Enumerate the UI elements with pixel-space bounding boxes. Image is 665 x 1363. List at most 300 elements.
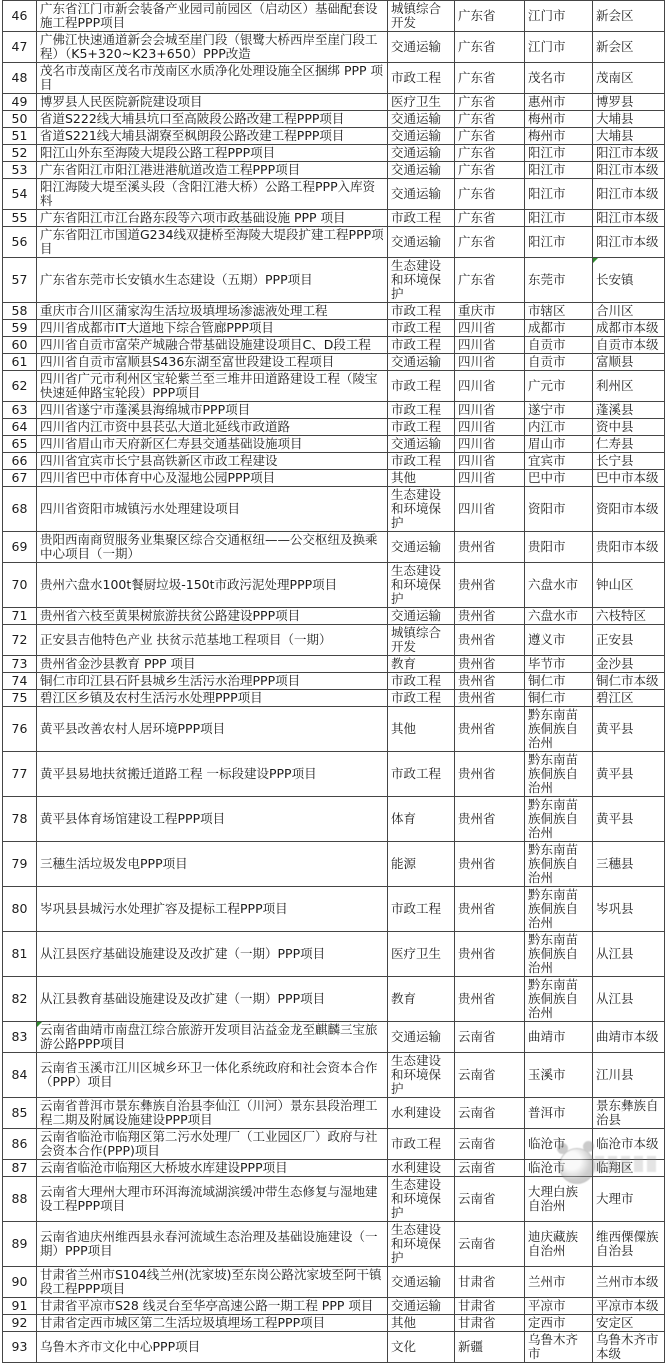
ppp-project-table — [2, 0, 665, 1363]
district-cell: 兰州市本级 — [593, 1267, 665, 1298]
name-cell: 从江县医疗基础设施建设及改扩建（一期）PPP项目 — [37, 932, 388, 977]
name-cell: 四川省巴中市体育中心及湿地公园PPP项目 — [37, 470, 388, 487]
province-cell: 贵州省 — [455, 752, 525, 797]
category-cell: 其他 — [388, 707, 455, 752]
province-cell: 云南省 — [455, 1129, 525, 1160]
district-cell: 安定区 — [593, 1315, 665, 1332]
province-cell: 广东省 — [455, 111, 525, 128]
province-cell: 贵州省 — [455, 532, 525, 563]
category-cell: 市政工程 — [388, 1129, 455, 1160]
project-table-body — [3, 1, 665, 1363]
district-cell: 大埔县 — [593, 128, 665, 145]
name-cell: 四川省遂宁市蓬溪县海绵城市PPP项目 — [37, 402, 388, 419]
no-cell: 70 — [3, 563, 37, 608]
no-cell: 78 — [3, 797, 37, 842]
no-cell: 65 — [3, 436, 37, 453]
no-cell: 60 — [3, 337, 37, 354]
no-cell: 76 — [3, 707, 37, 752]
no-cell: 48 — [3, 63, 37, 94]
district-cell: 长安镇 — [593, 258, 665, 303]
city-cell: 黔东南苗族侗族自治州 — [525, 932, 593, 977]
name-cell: 云南省曲靖市南盘江综合旅游开发项目沾益金龙至麒麟三宝旅游公路PPP项目 — [37, 1022, 388, 1053]
table-row — [3, 94, 665, 111]
no-cell: 53 — [3, 162, 37, 179]
no-cell: 62 — [3, 371, 37, 402]
name-cell: 甘肃省定西市城区第二生活垃圾填埋场工程PPP项目 — [37, 1315, 388, 1332]
district-cell: 六枝特区 — [593, 608, 665, 625]
name-cell: 贵州省六枝至黄果树旅游扶贫公路建设PPP项目 — [37, 608, 388, 625]
category-cell: 交通运输 — [388, 128, 455, 145]
city-cell: 遵义市 — [525, 625, 593, 656]
table-row — [3, 797, 665, 842]
table-row — [3, 487, 665, 532]
table-row — [3, 470, 665, 487]
city-cell: 毕节市 — [525, 656, 593, 673]
no-cell: 86 — [3, 1129, 37, 1160]
district-cell: 资阳市本级 — [593, 487, 665, 532]
category-cell: 城镇综合开发 — [388, 625, 455, 656]
province-cell: 贵州省 — [455, 690, 525, 707]
table-row — [3, 128, 665, 145]
table-row — [3, 402, 665, 419]
city-cell: 阳江市 — [525, 145, 593, 162]
city-cell: 黔东南苗族侗族自治州 — [525, 977, 593, 1022]
no-cell: 85 — [3, 1098, 37, 1129]
city-cell: 普洱市 — [525, 1098, 593, 1129]
province-cell: 四川省 — [455, 436, 525, 453]
city-cell: 巴中市 — [525, 470, 593, 487]
city-cell: 自贡市 — [525, 354, 593, 371]
city-cell: 铜仁市 — [525, 673, 593, 690]
no-cell: 64 — [3, 419, 37, 436]
name-cell: 广东省东莞市长安镇水生态建设（五期）PPP项目 — [37, 258, 388, 303]
district-cell: 合川区 — [593, 303, 665, 320]
name-cell: 铜仁市印江县石阡县城乡生活污水治理PPP项目 — [37, 673, 388, 690]
category-cell: 交通运输 — [388, 32, 455, 63]
city-cell: 资阳市 — [525, 487, 593, 532]
table-row — [3, 111, 665, 128]
name-cell: 云南省迪庆州维西县永春河流域生态治理及基础设施建设（一期）PPP项目 — [37, 1222, 388, 1267]
category-cell: 交通运输 — [388, 608, 455, 625]
city-cell: 梅州市 — [525, 128, 593, 145]
province-cell: 广东省 — [455, 179, 525, 210]
name-cell: 甘肃省兰州市S104线兰州(沈家坡)至东岗公路沈家坡至阿干镇段工程PPP项目 — [37, 1267, 388, 1298]
district-cell: 巴中市本级 — [593, 470, 665, 487]
district-cell: 从江县 — [593, 977, 665, 1022]
category-cell: 市政工程 — [388, 210, 455, 227]
category-cell: 医疗卫生 — [388, 94, 455, 111]
name-cell: 四川省自贡市富顺县S436东湖至富世段建设工程项目 — [37, 354, 388, 371]
city-cell: 定西市 — [525, 1315, 593, 1332]
name-cell: 碧江区乡镇及农村生活污水处理PPP项目 — [37, 690, 388, 707]
district-cell: 资中县 — [593, 419, 665, 436]
city-cell: 黔东南苗族侗族自治州 — [525, 842, 593, 887]
no-cell: 56 — [3, 227, 37, 258]
category-cell: 市政工程 — [388, 303, 455, 320]
name-cell: 云南省大理州大理市环洱海流域湖滨缓冲带生态修复与湿地建设工程PPP项目 — [37, 1177, 388, 1222]
city-cell: 市辖区 — [525, 303, 593, 320]
district-cell: 茂南区 — [593, 63, 665, 94]
category-cell: 交通运输 — [388, 354, 455, 371]
no-cell: 83 — [3, 1022, 37, 1053]
table-row — [3, 932, 665, 977]
table-row — [3, 1, 665, 32]
district-cell: 从江县 — [593, 932, 665, 977]
name-cell: 贵阳西南商贸服务业集聚区综合交通枢纽——公交枢纽及换乘中心项目（一期） — [37, 532, 388, 563]
no-cell: 89 — [3, 1222, 37, 1267]
city-cell: 铜仁市 — [525, 690, 593, 707]
province-cell: 四川省 — [455, 487, 525, 532]
category-cell: 水利建设 — [388, 1160, 455, 1177]
district-cell: 阳江市本级 — [593, 162, 665, 179]
table-row — [3, 337, 665, 354]
category-cell: 其他 — [388, 1315, 455, 1332]
name-cell: 从江县教育基础设施建设及改扩建（一期）PPP项目 — [37, 977, 388, 1022]
name-cell: 四川省自贡市富荣产城融合带基础设施建设项目C、D段工程 — [37, 337, 388, 354]
table-row — [3, 227, 665, 258]
table-row — [3, 1129, 665, 1160]
district-cell: 阳江市本级 — [593, 227, 665, 258]
no-cell: 57 — [3, 258, 37, 303]
name-cell: 重庆市合川区蒲家沟生活垃圾填埋场渗滤液处理工程 — [37, 303, 388, 320]
province-cell: 贵州省 — [455, 707, 525, 752]
province-cell: 贵州省 — [455, 656, 525, 673]
category-cell: 市政工程 — [388, 337, 455, 354]
no-cell: 55 — [3, 210, 37, 227]
name-cell: 云南省玉溪市江川区城乡环卫一体化系统政府和社会资本合作（PPP）项目 — [37, 1053, 388, 1098]
name-cell: 广东省阳江市国道G234线双捷桥至海陵大堤段扩建工程PPP项目 — [37, 227, 388, 258]
no-cell: 69 — [3, 532, 37, 563]
no-cell: 81 — [3, 932, 37, 977]
province-cell: 贵州省 — [455, 625, 525, 656]
name-cell: 博罗县人民医院新院建设项目 — [37, 94, 388, 111]
name-cell: 云南省临沧市临翔区大桥坡水库建设PPP项目 — [37, 1160, 388, 1177]
district-cell: 碧江区 — [593, 690, 665, 707]
city-cell: 六盘水市 — [525, 563, 593, 608]
no-cell: 84 — [3, 1053, 37, 1098]
table-row — [3, 608, 665, 625]
province-cell: 广东省 — [455, 128, 525, 145]
district-cell: 钟山区 — [593, 563, 665, 608]
table-row — [3, 563, 665, 608]
district-cell: 成都市本级 — [593, 320, 665, 337]
district-cell: 正安县 — [593, 625, 665, 656]
district-cell: 黄平县 — [593, 797, 665, 842]
district-cell: 贵阳市本级 — [593, 532, 665, 563]
city-cell: 兰州市 — [525, 1267, 593, 1298]
city-cell: 梅州市 — [525, 111, 593, 128]
city-cell: 成都市 — [525, 320, 593, 337]
table-row — [3, 707, 665, 752]
no-cell: 72 — [3, 625, 37, 656]
no-cell: 66 — [3, 453, 37, 470]
name-cell: 正安县吉他特色产业 扶贫示范基地工程项目（一期） — [37, 625, 388, 656]
name-cell: 四川省眉山市天府新区仁寿县交通基础设施项目 — [37, 436, 388, 453]
district-cell: 临沧市本级 — [593, 1129, 665, 1160]
province-cell: 甘肃省 — [455, 1315, 525, 1332]
table-row — [3, 1222, 665, 1267]
province-cell: 贵州省 — [455, 887, 525, 932]
district-cell: 阳江市本级 — [593, 210, 665, 227]
table-row — [3, 1160, 665, 1177]
district-cell: 博罗县 — [593, 94, 665, 111]
category-cell: 交通运输 — [388, 179, 455, 210]
table-row — [3, 1267, 665, 1298]
district-cell: 蓬溪县 — [593, 402, 665, 419]
city-cell: 内江市 — [525, 419, 593, 436]
category-cell: 教育 — [388, 656, 455, 673]
district-cell: 三穗县 — [593, 842, 665, 887]
city-cell: 六盘水市 — [525, 608, 593, 625]
table-row — [3, 1098, 665, 1129]
table-row — [3, 625, 665, 656]
table-row — [3, 145, 665, 162]
province-cell: 四川省 — [455, 453, 525, 470]
name-cell: 广东省阳江市江台路东段等六项市政基础设施 PPP 项目 — [37, 210, 388, 227]
province-cell: 广东省 — [455, 258, 525, 303]
city-cell: 江门市 — [525, 1, 593, 32]
district-cell: 金沙县 — [593, 656, 665, 673]
city-cell: 黔东南苗族侗族自治州 — [525, 887, 593, 932]
category-cell: 生态建设和环境保护 — [388, 1053, 455, 1098]
category-cell: 体育 — [388, 797, 455, 842]
category-cell: 交通运输 — [388, 162, 455, 179]
no-cell: 52 — [3, 145, 37, 162]
city-cell: 东莞市 — [525, 258, 593, 303]
no-cell: 46 — [3, 1, 37, 32]
no-cell: 87 — [3, 1160, 37, 1177]
table-row — [3, 32, 665, 63]
name-cell: 省道S222线大埔县坑口至高陂段公路改建工程PPP项目 — [37, 111, 388, 128]
province-cell: 贵州省 — [455, 977, 525, 1022]
name-cell: 省道S221线大埔县湖寮至枫朗段公路改建工程PPP项目 — [37, 128, 388, 145]
no-cell: 47 — [3, 32, 37, 63]
district-cell: 维西傈僳族自治县 — [593, 1222, 665, 1267]
city-cell: 黔东南苗族侗族自治州 — [525, 752, 593, 797]
table-row — [3, 320, 665, 337]
province-cell: 广东省 — [455, 32, 525, 63]
table-row — [3, 842, 665, 887]
name-cell: 云南省普洱市景东彝族自治县李仙江（川河）景东县段治理工程二期及附属设施建设PPP项目 — [37, 1098, 388, 1129]
table-row — [3, 258, 665, 303]
table-row — [3, 752, 665, 797]
no-cell: 51 — [3, 128, 37, 145]
category-cell: 能源 — [388, 842, 455, 887]
city-cell: 黔东南苗族侗族自治州 — [525, 797, 593, 842]
category-cell: 生态建设和环境保护 — [388, 1222, 455, 1267]
no-cell: 50 — [3, 111, 37, 128]
table-row — [3, 1177, 665, 1222]
no-cell: 71 — [3, 608, 37, 625]
name-cell: 贵州六盘水100t餐厨垃圾-150t市政污泥处理PPP项目 — [37, 563, 388, 608]
category-cell: 市政工程 — [388, 887, 455, 932]
district-cell: 曲靖市本级 — [593, 1022, 665, 1053]
category-cell: 交通运输 — [388, 436, 455, 453]
no-cell: 54 — [3, 179, 37, 210]
category-cell: 市政工程 — [388, 320, 455, 337]
district-cell: 利州区 — [593, 371, 665, 402]
district-cell: 临翔区 — [593, 1160, 665, 1177]
no-cell: 68 — [3, 487, 37, 532]
province-cell: 广东省 — [455, 162, 525, 179]
district-cell: 仁寿县 — [593, 436, 665, 453]
table-row — [3, 303, 665, 320]
city-cell: 平凉市 — [525, 1298, 593, 1315]
city-cell: 临沧市 — [525, 1129, 593, 1160]
city-cell: 遂宁市 — [525, 402, 593, 419]
province-cell: 云南省 — [455, 1053, 525, 1098]
province-cell: 四川省 — [455, 337, 525, 354]
province-cell: 四川省 — [455, 354, 525, 371]
city-cell: 玉溪市 — [525, 1053, 593, 1098]
no-cell: 91 — [3, 1298, 37, 1315]
province-cell: 贵州省 — [455, 563, 525, 608]
name-cell: 四川省资阳市城镇污水处理建设项目 — [37, 487, 388, 532]
province-cell: 贵州省 — [455, 797, 525, 842]
city-cell: 茂名市 — [525, 63, 593, 94]
table-row — [3, 887, 665, 932]
category-cell: 市政工程 — [388, 402, 455, 419]
province-cell: 贵州省 — [455, 608, 525, 625]
district-cell: 新会区 — [593, 1, 665, 32]
district-cell: 平凉市本级 — [593, 1298, 665, 1315]
district-cell: 岑巩县 — [593, 887, 665, 932]
no-cell: 67 — [3, 470, 37, 487]
no-cell: 80 — [3, 887, 37, 932]
district-cell: 大埔县 — [593, 111, 665, 128]
name-cell: 黄平县体育场馆建设工程PPP项目 — [37, 797, 388, 842]
district-cell: 江川县 — [593, 1053, 665, 1098]
category-cell: 市政工程 — [388, 752, 455, 797]
name-cell: 四川省内江市资中县苌弘大道北延线市政道路 — [37, 419, 388, 436]
city-cell: 阳江市 — [525, 210, 593, 227]
city-cell: 贵阳市 — [525, 532, 593, 563]
category-cell: 市政工程 — [388, 419, 455, 436]
category-cell: 市政工程 — [388, 63, 455, 94]
name-cell: 茂名市茂南区茂名市茂南区水质净化处理设施全区捆绑 PPP 项目 — [37, 63, 388, 94]
city-cell: 阳江市 — [525, 162, 593, 179]
no-cell: 92 — [3, 1315, 37, 1332]
city-cell: 临沧市 — [525, 1160, 593, 1177]
table-row — [3, 1315, 665, 1332]
category-cell: 交通运输 — [388, 1267, 455, 1298]
name-cell: 四川省宜宾市长宁县高铁新区市政工程建设 — [37, 453, 388, 470]
table-row — [3, 371, 665, 402]
category-cell: 市政工程 — [388, 453, 455, 470]
province-cell: 甘肃省 — [455, 1298, 525, 1315]
city-cell: 阳江市 — [525, 227, 593, 258]
district-cell: 大理市 — [593, 1177, 665, 1222]
category-cell: 水利建设 — [388, 1098, 455, 1129]
district-cell: 铜仁市本级 — [593, 673, 665, 690]
district-cell: 长宁县 — [593, 453, 665, 470]
no-cell: 59 — [3, 320, 37, 337]
district-cell: 阳江市本级 — [593, 145, 665, 162]
name-cell: 岑巩县县城污水处理扩容及提标工程PPP项目 — [37, 887, 388, 932]
category-cell: 市政工程 — [388, 690, 455, 707]
province-cell: 四川省 — [455, 371, 525, 402]
province-cell: 重庆市 — [455, 303, 525, 320]
city-cell: 曲靖市 — [525, 1022, 593, 1053]
category-cell: 生态建设和环境保护 — [388, 563, 455, 608]
province-cell: 广东省 — [455, 1, 525, 32]
district-cell: 新会区 — [593, 32, 665, 63]
name-cell: 广佛江快速通道新会会城至崖门段（银鹭大桥西岸至崖门段工程）（K5+320~K23+650）PPP改造 — [37, 32, 388, 63]
district-cell: 黄平县 — [593, 752, 665, 797]
province-cell: 贵州省 — [455, 932, 525, 977]
province-cell: 四川省 — [455, 419, 525, 436]
category-cell: 交通运输 — [388, 145, 455, 162]
table-row — [3, 453, 665, 470]
no-cell: 61 — [3, 354, 37, 371]
no-cell: 90 — [3, 1267, 37, 1298]
name-cell: 阳江海陵大堤至溪头段（含阳江港大桥）公路工程PPP入库资料 — [37, 179, 388, 210]
table-row — [3, 1053, 665, 1098]
spreadsheet-table-crop — [2, 0, 665, 1363]
no-cell: 74 — [3, 673, 37, 690]
no-cell: 75 — [3, 690, 37, 707]
name-cell: 阳江山外东至海陵大堤段公路工程PPP项目 — [37, 145, 388, 162]
no-cell: 93 — [3, 1332, 37, 1363]
name-cell: 甘肃省平凉市S28 线灵台至华亭高速公路一期工程 PPP 项目 — [37, 1298, 388, 1315]
province-cell: 云南省 — [455, 1022, 525, 1053]
district-cell: 富顺县 — [593, 354, 665, 371]
district-cell: 自贡市本级 — [593, 337, 665, 354]
province-cell: 广东省 — [455, 63, 525, 94]
name-cell: 广东省江门市新会装备产业园司前园区（启动区）基础配套设施工程PPP项目 — [37, 1, 388, 32]
city-cell: 广元市 — [525, 371, 593, 402]
table-row — [3, 354, 665, 371]
district-cell: 乌鲁木齐市本级 — [593, 1332, 665, 1363]
province-cell: 甘肃省 — [455, 1267, 525, 1298]
no-cell: 73 — [3, 656, 37, 673]
table-row — [3, 1298, 665, 1315]
name-cell: 云南省临沧市临翔区第二污水处理厂（工业园区厂）政府与社会资本合作(PPP)项目 — [37, 1129, 388, 1160]
category-cell: 生态建设和环境保护 — [388, 258, 455, 303]
no-cell: 58 — [3, 303, 37, 320]
category-cell: 市政工程 — [388, 673, 455, 690]
city-cell: 宜宾市 — [525, 453, 593, 470]
province-cell: 广东省 — [455, 210, 525, 227]
category-cell: 生态建设和环境保护 — [388, 1177, 455, 1222]
province-cell: 四川省 — [455, 402, 525, 419]
district-cell: 景东彝族自治县 — [593, 1098, 665, 1129]
category-cell: 交通运输 — [388, 227, 455, 258]
name-cell: 四川省成都市IT大道地下综合管廊PPP项目 — [37, 320, 388, 337]
province-cell: 云南省 — [455, 1177, 525, 1222]
category-cell: 交通运输 — [388, 111, 455, 128]
district-cell: 黄平县 — [593, 707, 665, 752]
province-cell: 四川省 — [455, 320, 525, 337]
no-cell: 82 — [3, 977, 37, 1022]
table-row — [3, 656, 665, 673]
table-row — [3, 1022, 665, 1053]
name-cell: 黄平县易地扶贫搬迁道路工程 一标段建设PPP项目 — [37, 752, 388, 797]
category-cell: 医疗卫生 — [388, 932, 455, 977]
city-cell: 自贡市 — [525, 337, 593, 354]
province-cell: 四川省 — [455, 470, 525, 487]
province-cell: 云南省 — [455, 1098, 525, 1129]
city-cell: 江门市 — [525, 32, 593, 63]
city-cell: 惠州市 — [525, 94, 593, 111]
table-row — [3, 179, 665, 210]
category-cell: 教育 — [388, 977, 455, 1022]
province-cell: 广东省 — [455, 94, 525, 111]
category-cell: 城镇综合开发 — [388, 1, 455, 32]
category-cell: 文化 — [388, 1332, 455, 1363]
category-cell: 其他 — [388, 470, 455, 487]
province-cell: 贵州省 — [455, 842, 525, 887]
